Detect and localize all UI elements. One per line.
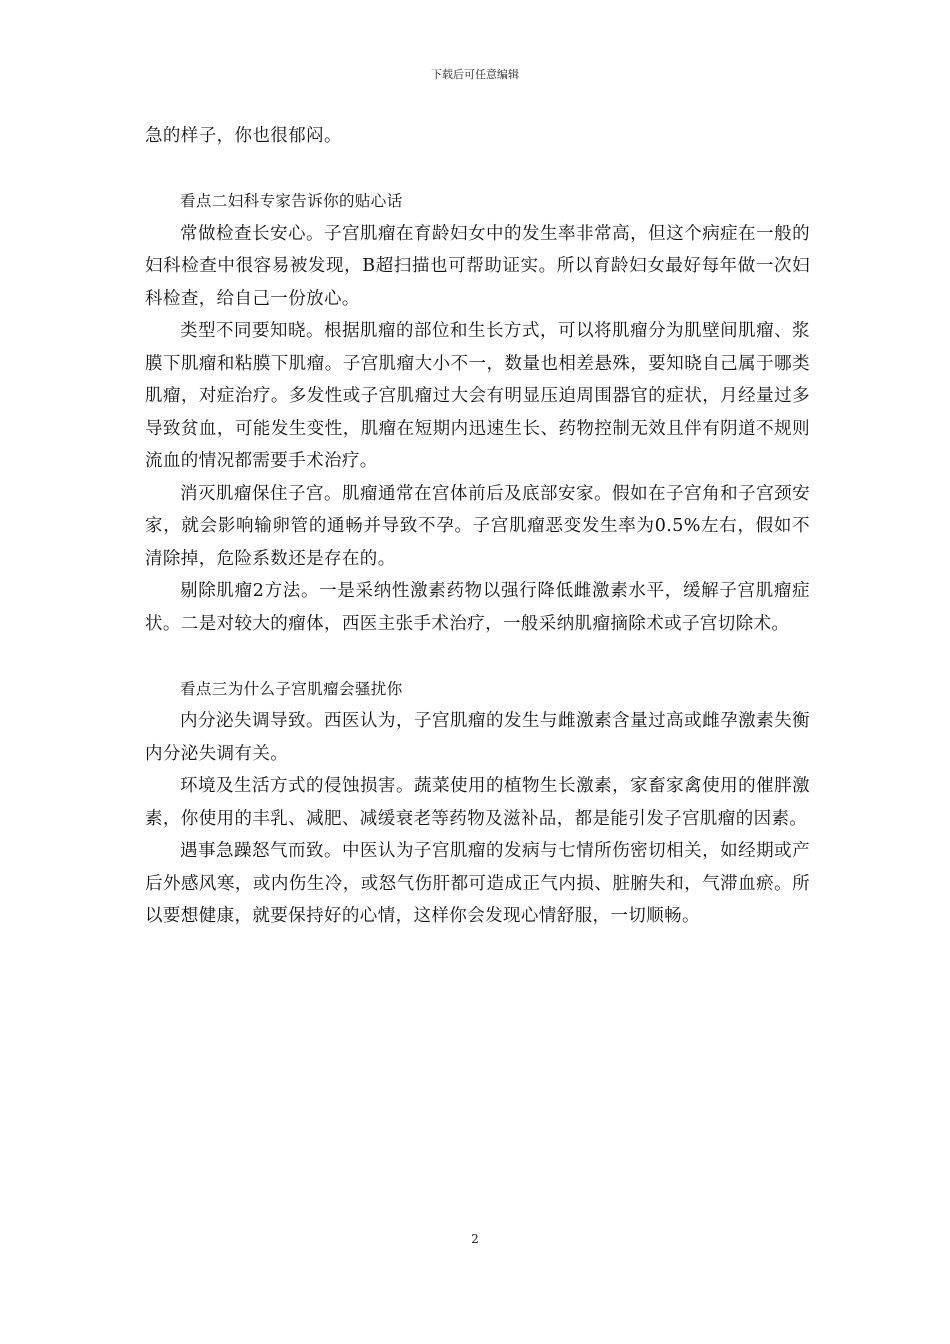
paragraph-emotion: 遇事急躁怒气而致。中医认为子宫肌瘤的发病与七情所伤密切相关，如经期或产后外感风寒，或内伤生冷，或怒气伤肝都可造成正气内损、脏腑失和，气滞血瘀。所以要想健康，就要保持好的心情，这样你会发现心情舒服，一切顺畅。	[145, 841, 810, 926]
section-heading-3: 看点三为什么子宫肌瘤会骚扰你	[180, 679, 403, 698]
document-body	[145, 120, 810, 933]
paragraph-checkup: 常做检查长安心。子宫肌瘤在育龄妇女中的发生率非常高，但这个病症在一般的妇科检查中很容易被发现，B超扫描也可帮助证实。所以育龄妇女最好每年做一次妇科检查，给自己一份放心。	[145, 223, 810, 309]
page-header: 下载后可任意编辑	[431, 68, 519, 81]
spacer	[145, 153, 810, 186]
paragraph-continuation: 急的样子，你也很郁闷。	[145, 126, 342, 146]
paragraph-types: 类型不同要知晓。根据肌瘤的部位和生长方式，可以将肌瘤分为肌壁间肌瘤、浆膜下肌瘤和粘膜下肌瘤。子宫肌瘤大小不一，数量也相差悬殊，要知晓自己属于哪类肌瘤，对症治疗。多发性或子宫肌瘤过大会有明显压迫周围器官的症状，月经量过多导致贫血，可能发生变性，肌瘤在短期内迅速生长、药物控制无效且伴有阴道不规则流血的情况都需要手术治疗。	[145, 321, 810, 471]
paragraph-environment: 环境及生活方式的侵蚀损害。蔬菜使用的植物生长激素，家畜家禽使用的催胖激素，你使用的丰乳、减肥、减缓衰老等药物及滋补品，都是能引发子宫肌瘤的因素。	[145, 776, 810, 829]
paragraph-removal-methods: 剔除肌瘤2方法。一是采纳性激素药物以强行降低雌激素水平，缓解子宫肌瘤症状。二是对较大的瘤体，西医主张手术治疗，一般采纳肌瘤摘除术或子宫切除术。	[145, 581, 810, 634]
paragraph-preserve-uterus: 消灭肌瘤保住子宫。肌瘤通常在宫体前后及底部安家。假如在子宫角和子宫颈安家，就会影响输卵管的通畅并导致不孕。子宫肌瘤恶变发生率为0.5%左右，假如不清除掉，危险系数还是存在的。	[145, 483, 810, 569]
section-heading-2: 看点二妇科专家告诉你的贴心话	[180, 192, 403, 210]
page-number: 2	[471, 1232, 479, 1246]
paragraph-endocrine: 内分泌失调导致。西医认为，子宫肌瘤的发生与雌激素含量过高或雌孕激素失衡内分泌失调有关。	[145, 711, 810, 764]
spacer	[145, 640, 810, 673]
